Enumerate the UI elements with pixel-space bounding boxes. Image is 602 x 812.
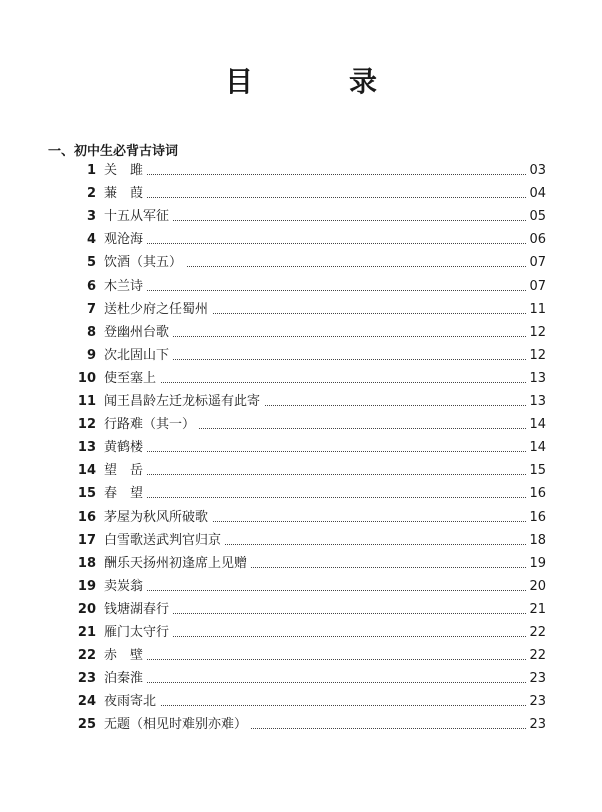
toc-entry-title: 蒹 葭 — [104, 183, 147, 205]
toc-entry-title: 次北固山下 — [104, 345, 173, 367]
dot-leader — [104, 474, 526, 475]
toc-entry-title: 木兰诗 — [104, 276, 147, 298]
toc-entry-page: 23 — [526, 691, 546, 713]
toc-entry-page: 13 — [526, 391, 546, 413]
toc-entry-page: 04 — [526, 183, 546, 205]
dot-leader — [104, 497, 526, 498]
toc-entry-title: 关 雎 — [104, 160, 147, 182]
toc-entry-title: 赤 壁 — [104, 645, 147, 667]
toc-entry[interactable] — [0, 183, 602, 205]
toc-entry-page: 07 — [526, 276, 546, 298]
toc-entry-number: 21 — [77, 625, 96, 640]
dot-leader — [104, 197, 526, 198]
section-heading: 一、初中生必背古诗词 — [48, 144, 179, 159]
toc-entry-title: 饮酒（其五） — [104, 252, 186, 274]
toc-entry-page: 19 — [526, 553, 546, 575]
toc-entry-title: 白雪歌送武判官归京 — [104, 530, 225, 552]
toc-entry-title: 望 岳 — [104, 460, 147, 482]
toc-entry-page: 23 — [526, 668, 546, 690]
toc-entry-number: 10 — [77, 370, 96, 386]
toc-entry[interactable] — [0, 299, 602, 321]
dot-leader — [104, 382, 526, 383]
toc-entry[interactable] — [0, 576, 602, 598]
toc-entry-number: 16 — [77, 509, 96, 525]
toc-entry-number: 8 — [86, 324, 96, 340]
toc-entry[interactable] — [0, 553, 602, 575]
toc-entry-page: 03 — [526, 160, 546, 182]
toc-entry-title: 黄鹤楼 — [104, 437, 147, 459]
toc-entry-page: 22 — [526, 622, 546, 644]
toc-entry-title: 钱塘湖春行 — [104, 599, 173, 621]
toc-entry-number: 24 — [77, 694, 96, 710]
dot-leader — [104, 705, 526, 706]
toc-entry[interactable] — [0, 691, 602, 713]
dot-leader — [104, 451, 526, 452]
toc-entry-page: 13 — [526, 368, 546, 390]
toc-entry[interactable] — [0, 645, 602, 667]
toc-entry-number: 9 — [86, 347, 96, 363]
toc-entry-number: 1 — [86, 163, 96, 178]
toc-entry-title: 卖炭翁 — [104, 576, 147, 598]
toc-entry[interactable] — [0, 530, 602, 552]
toc-entry-page: 23 — [526, 714, 546, 736]
toc-entry[interactable] — [0, 391, 602, 413]
toc-entry-number: 14 — [77, 463, 96, 479]
toc-entry-title: 茅屋为秋风所破歌 — [104, 507, 212, 529]
toc-entry-number: 18 — [77, 555, 96, 571]
toc-entry[interactable] — [0, 483, 602, 505]
toc-entry[interactable] — [0, 437, 602, 459]
toc-entry-title: 登幽州台歌 — [104, 322, 173, 344]
toc-entry-number: 5 — [86, 255, 96, 271]
toc-entry-page: 05 — [526, 206, 546, 228]
toc-entry-title: 夜雨寄北 — [104, 691, 160, 713]
toc-entry-number: 25 — [77, 717, 96, 733]
toc-entry-title: 观沧海 — [104, 229, 147, 251]
toc-entry-number: 11 — [77, 394, 96, 409]
dot-leader — [104, 174, 526, 175]
toc-entry[interactable] — [0, 322, 602, 344]
toc-entry-page: 14 — [526, 437, 546, 459]
toc-entry-number: 19 — [77, 578, 96, 594]
toc-entry-number: 15 — [77, 486, 96, 502]
toc-entry-number: 13 — [77, 440, 96, 456]
toc-entry-title: 泊秦淮 — [104, 668, 147, 690]
toc-entry-title: 行路难（其一） — [104, 414, 199, 436]
toc-entry-page: 12 — [526, 345, 546, 367]
toc-entry[interactable] — [0, 206, 602, 228]
toc-entry[interactable] — [0, 668, 602, 690]
toc-entry-page: 22 — [526, 645, 546, 667]
toc-entry-number: 7 — [86, 301, 96, 317]
toc-entry[interactable] — [0, 252, 602, 274]
toc-entry[interactable] — [0, 460, 602, 482]
toc-entry-number: 17 — [77, 532, 96, 548]
toc-entry-title: 酬乐天扬州初逢席上见赠 — [104, 553, 251, 575]
toc-entry-page: 07 — [526, 252, 546, 274]
toc-entry[interactable] — [0, 368, 602, 390]
toc-entry-title: 送杜少府之任蜀州 — [104, 299, 212, 321]
toc-entry[interactable] — [0, 599, 602, 621]
toc-entry[interactable] — [0, 229, 602, 251]
toc-entry[interactable] — [0, 345, 602, 367]
toc-entry-number: 6 — [86, 278, 96, 294]
toc-entry-page: 21 — [526, 599, 546, 621]
toc-entry-page: 11 — [526, 299, 546, 321]
toc-entry-title: 雁门太守行 — [104, 622, 173, 644]
toc-entry-number: 12 — [77, 417, 96, 433]
dot-leader — [104, 243, 526, 244]
toc-entry-page: 16 — [526, 507, 546, 529]
dot-leader — [104, 682, 526, 683]
toc-entry-number: 23 — [77, 671, 96, 687]
toc-entry-page: 18 — [526, 530, 546, 552]
toc-entry-title: 闻王昌龄左迁龙标遥有此寄 — [104, 391, 264, 413]
toc-entry-title: 无题（相见时难别亦难） — [104, 714, 251, 736]
dot-leader — [104, 590, 526, 591]
dot-leader — [104, 659, 526, 660]
toc-entry-title: 十五从军征 — [104, 206, 173, 228]
toc-entry-page: 12 — [526, 322, 546, 344]
page-title: 目 录 — [224, 65, 411, 98]
toc-entry-number: 4 — [86, 232, 96, 248]
toc-entry[interactable] — [0, 507, 602, 529]
toc-entry-page: 06 — [526, 229, 546, 251]
toc-entry[interactable] — [0, 160, 602, 182]
toc-entry-number: 2 — [86, 186, 96, 202]
toc-entry[interactable] — [0, 276, 602, 298]
toc-entry[interactable] — [0, 414, 602, 436]
toc-entry-title: 使至塞上 — [104, 368, 160, 390]
dot-leader — [104, 290, 526, 291]
toc-entry-page: 20 — [526, 576, 546, 598]
toc-entry-number: 22 — [77, 648, 96, 664]
toc-entry[interactable] — [0, 714, 602, 736]
toc-entry-number: 3 — [86, 209, 96, 225]
toc-entry-page: 16 — [526, 483, 546, 505]
toc-entry-page: 14 — [526, 414, 546, 436]
toc-entry-page: 15 — [526, 460, 546, 482]
toc-entry-title: 春 望 — [104, 483, 147, 505]
toc-entry-number: 20 — [77, 601, 96, 617]
toc-entry[interactable] — [0, 622, 602, 644]
